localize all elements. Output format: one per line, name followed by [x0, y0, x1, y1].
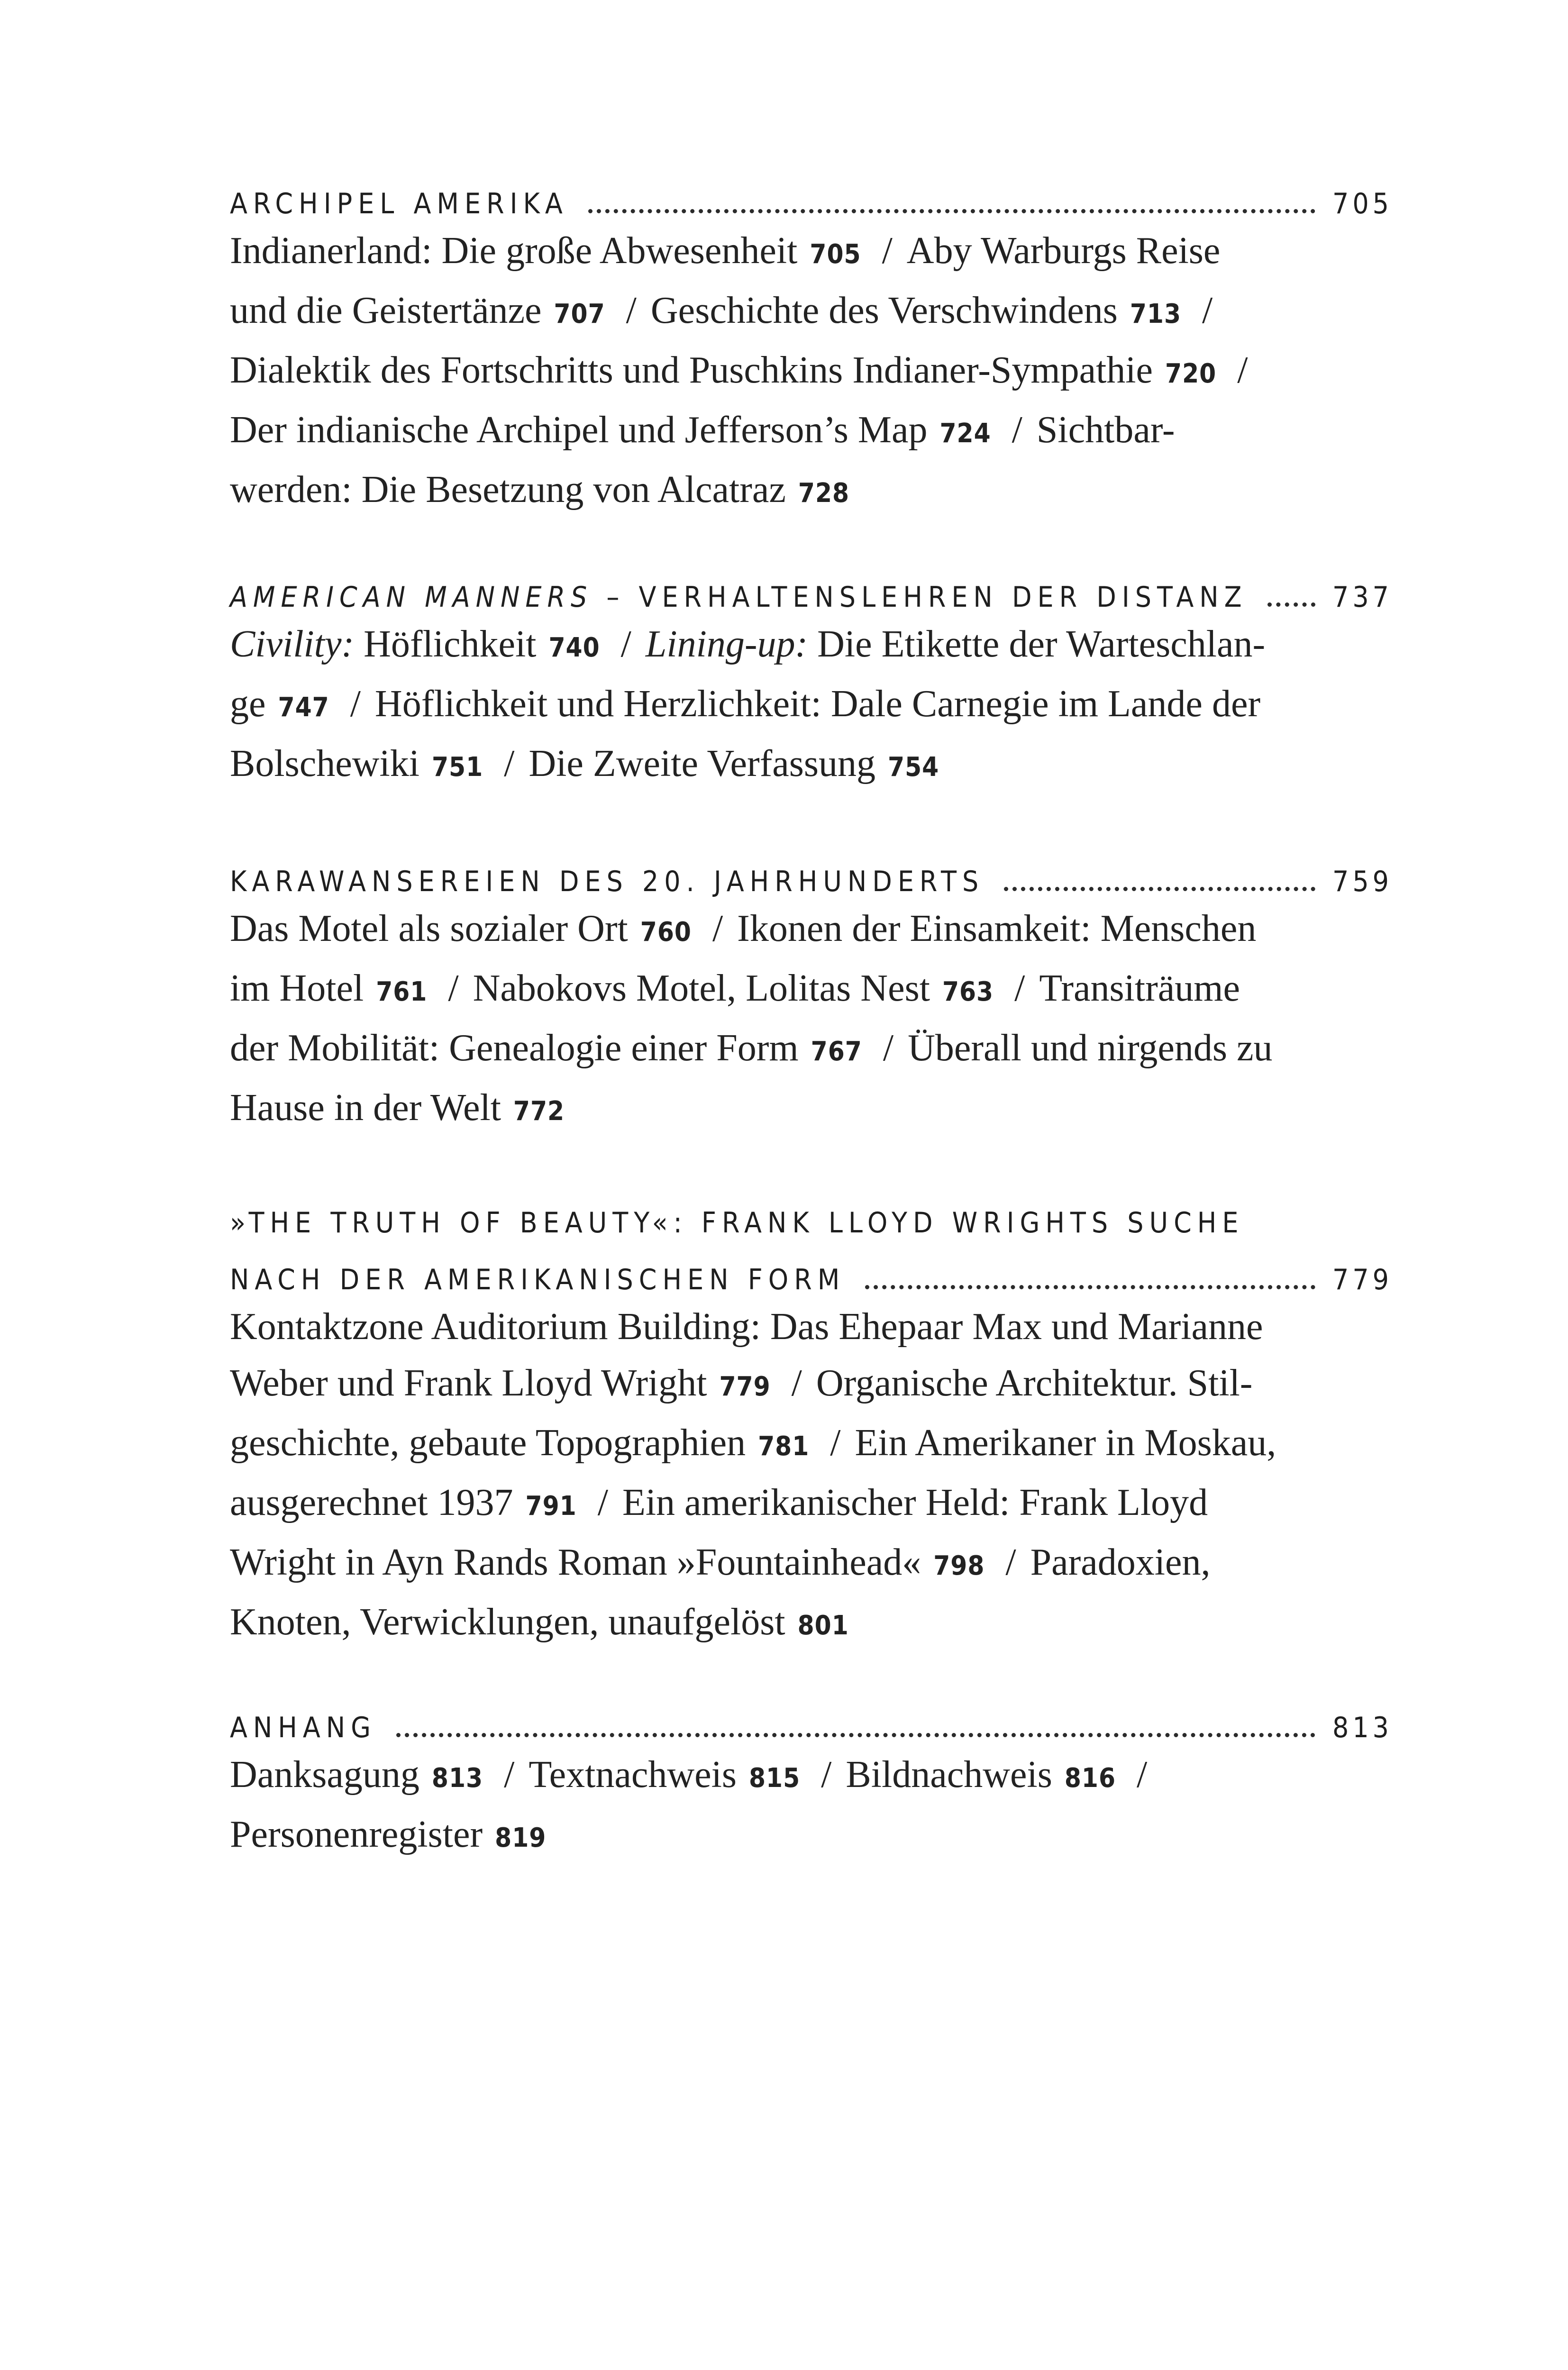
entry-page: 772 — [513, 1096, 565, 1127]
toc-heading-title: »THE TRUTH OF BEAUTY«: FRANK LLOYD WRIGHTS SUCHE — [230, 1206, 1244, 1240]
separator: / — [1005, 1541, 1016, 1583]
separator: / — [882, 230, 893, 272]
separator: / — [1237, 349, 1248, 391]
entry-text: Nabokovs Motel, Lolitas Nest — [473, 967, 930, 1009]
toc-line — [230, 616, 1349, 676]
entry-text: Indianerland: Die große Abwesenheit — [230, 230, 798, 272]
separator: / — [350, 683, 361, 725]
toc-line — [230, 1806, 1349, 1866]
entry-text: Die Etikette der Warteschlan- — [808, 623, 1266, 665]
entry-text: Die Zweite Verfassung — [529, 743, 876, 784]
separator: / — [1012, 409, 1022, 451]
separator: / — [1014, 967, 1025, 1009]
entry-page: 740 — [548, 632, 600, 663]
separator: / — [504, 743, 515, 784]
entry-page: 713 — [1130, 299, 1181, 329]
entry-text: geschichte, gebaute Topographien — [230, 1422, 746, 1464]
separator: / — [448, 967, 459, 1009]
toc-line — [230, 960, 1349, 1020]
entry-text: Personenregister — [230, 1814, 483, 1855]
separator: / — [883, 1027, 894, 1069]
entry-page: 724 — [939, 418, 991, 449]
entry-text: Höflichkeit — [354, 623, 537, 665]
toc-line — [230, 1415, 1349, 1475]
entry-text: Der indianische Archipel und Jefferson’s Map — [230, 409, 928, 451]
entry-page: 798 — [933, 1550, 985, 1581]
toc-line — [230, 1594, 1349, 1654]
entry-italic: Lining-up: — [645, 623, 808, 665]
toc-heading-title: KARAWANSEREIEN DES 20. JAHRHUNDERTS — [230, 865, 985, 898]
separator: / — [626, 290, 637, 331]
toc-heading — [230, 839, 1393, 896]
entry-page: 747 — [278, 692, 329, 723]
separator: / — [620, 623, 631, 665]
separator: / — [791, 1362, 802, 1404]
entry-text: Aby Warburgs Reise — [906, 230, 1221, 272]
entry-page: 815 — [749, 1763, 801, 1794]
entry-text: Organische Architektur. Stil- — [816, 1362, 1253, 1404]
toc-heading — [230, 1180, 1393, 1294]
leader-dots — [865, 1285, 1315, 1289]
toc-line — [230, 1080, 1349, 1139]
heading-italic-part: AMERICAN MANNERS — [230, 581, 593, 614]
toc-entries — [230, 223, 1349, 521]
toc-heading-page: 759 — [1332, 865, 1393, 898]
entry-page: 707 — [554, 299, 605, 329]
toc-section-frank-lloyd-wright — [230, 1180, 1393, 1654]
entry-text: Ikonen der Einsamkeit: Menschen — [737, 908, 1257, 949]
entry-text: Hause in der Welt — [230, 1087, 501, 1129]
entry-text: im Hotel — [230, 967, 364, 1009]
entry-text: der Mobilität: Genealogie einer Form — [230, 1027, 799, 1069]
toc-line — [230, 901, 1349, 960]
entry-page: 751 — [431, 752, 483, 783]
entry-page: 816 — [1064, 1763, 1116, 1794]
toc-section-archipel-amerika — [230, 161, 1393, 521]
toc-heading-page: 737 — [1332, 581, 1393, 614]
toc-heading-row — [230, 1180, 1393, 1240]
entry-page: 801 — [797, 1610, 849, 1641]
toc-heading-title: ANHANG — [230, 1711, 377, 1744]
toc-line — [230, 676, 1349, 736]
toc-line — [230, 1534, 1349, 1594]
entry-page: 767 — [811, 1036, 862, 1067]
entry-text: werden: Die Besetzung von Alcatraz — [230, 469, 786, 510]
toc-heading — [230, 555, 1393, 614]
toc-entries — [230, 901, 1349, 1139]
toc-line — [230, 1020, 1349, 1080]
toc-heading-page: 779 — [1332, 1263, 1393, 1296]
entry-page: 763 — [942, 976, 994, 1007]
heading-rest-part: – VERHALTENSLEHREN DER DISTANZ — [593, 581, 1248, 614]
toc-entries — [230, 616, 1349, 795]
toc-heading — [230, 1685, 1393, 1742]
toc-section-american-manners — [230, 555, 1393, 795]
entry-text: Danksagung — [230, 1754, 419, 1796]
separator: / — [821, 1754, 832, 1796]
toc-heading-page: 813 — [1332, 1711, 1393, 1744]
toc-line — [230, 736, 1349, 795]
entry-text: Ein Amerikaner in Moskau, — [855, 1422, 1276, 1464]
toc-line — [230, 402, 1349, 462]
leader-dots — [396, 1733, 1315, 1737]
entry-text: und die Geistertänze — [230, 290, 542, 331]
toc-entries — [230, 1747, 1349, 1866]
entry-text: Wright in Ayn Rands Roman »Fountainhead« — [230, 1541, 921, 1583]
entry-text: Überall und nirgends zu — [908, 1027, 1273, 1069]
entry-page: 705 — [810, 239, 861, 270]
toc-heading-title-cont: NACH DER AMERIKANISCHEN FORM — [230, 1263, 846, 1296]
entry-text: Dialektik des Fortschritts und Puschkins Indianer-Sympathie — [230, 349, 1153, 391]
toc-heading-page: 705 — [1332, 187, 1393, 220]
toc-line — [230, 342, 1349, 402]
separator: / — [1137, 1754, 1148, 1796]
toc-section-anhang — [230, 1685, 1393, 1866]
entry-text: Höflichkeit und Herzlichkeit: Dale Carnegie im Lande der — [374, 683, 1261, 725]
toc-line — [230, 283, 1349, 342]
entry-page: 781 — [758, 1431, 810, 1462]
entry-page: 760 — [640, 917, 692, 948]
toc-line — [230, 462, 1349, 521]
entry-page: 813 — [431, 1763, 483, 1794]
entry-text: Kontaktzone Auditorium Building: Das Ehepaar Max und Marianne — [230, 1306, 1263, 1348]
entry-text: Weber und Frank Lloyd Wright — [230, 1362, 707, 1404]
leader-dots — [1267, 602, 1315, 607]
toc-heading-title: ARCHIPEL AMERIKA — [230, 187, 568, 220]
entry-text: Bolschewiki — [230, 743, 419, 784]
toc-heading — [230, 161, 1393, 218]
entry-text: Ein amerikanischer Held: Frank Lloyd — [622, 1482, 1208, 1523]
leader-dots — [1004, 887, 1315, 891]
toc-entries — [230, 1299, 1349, 1654]
separator: / — [504, 1754, 515, 1796]
toc-line — [230, 1747, 1349, 1806]
entry-text: ge — [230, 683, 266, 725]
separator: / — [712, 908, 723, 949]
separator: / — [1202, 290, 1213, 331]
entry-text: ausgerechnet 1937 — [230, 1482, 513, 1523]
entry-page: 791 — [525, 1491, 577, 1522]
toc-line — [230, 1355, 1349, 1415]
entry-italic: Civility: — [230, 623, 355, 665]
leader-dots — [588, 209, 1315, 213]
entry-page: 779 — [719, 1371, 771, 1402]
entry-text: Geschichte des Verschwindens — [650, 290, 1118, 331]
toc-heading-row — [230, 1237, 1393, 1294]
entry-text: Sichtbar- — [1036, 409, 1175, 451]
entry-page: 761 — [376, 976, 428, 1007]
entry-text: Transiträume — [1039, 967, 1240, 1009]
toc-section-karawansereien — [230, 839, 1393, 1139]
entry-text: Bildnachweis — [846, 1754, 1052, 1796]
separator: / — [597, 1482, 608, 1523]
toc-line — [230, 1299, 1349, 1355]
toc-line — [230, 223, 1349, 283]
entry-text: Paradoxien, — [1030, 1541, 1211, 1583]
entry-page: 754 — [888, 752, 939, 783]
entry-text: Textnachweis — [529, 1754, 737, 1796]
entry-page: 819 — [495, 1823, 547, 1853]
toc-heading-title — [230, 581, 1248, 614]
toc-line — [230, 1475, 1349, 1534]
entry-text: Knoten, Verwicklungen, unaufgelöst — [230, 1601, 785, 1643]
entry-page: 720 — [1165, 358, 1217, 389]
separator: / — [830, 1422, 841, 1464]
entry-page: 728 — [798, 478, 850, 509]
entry-text: Das Motel als sozialer Ort — [230, 908, 628, 949]
